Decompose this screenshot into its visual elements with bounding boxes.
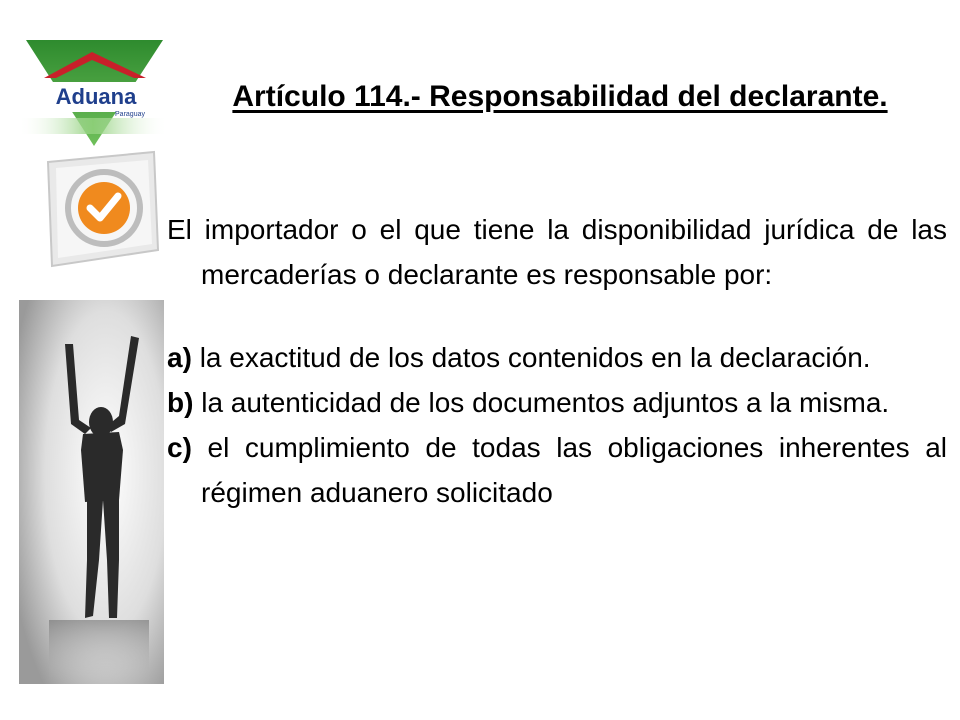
body-text	[167, 207, 947, 515]
list-marker: a)	[167, 342, 192, 373]
list-item-c	[167, 425, 947, 515]
slide-title: Artículo 114.- Responsabilidad del declarante.	[232, 80, 888, 113]
list-marker: c)	[167, 432, 192, 463]
logo-subtext: Paraguay	[115, 111, 145, 118]
certification-seal-icon	[38, 150, 160, 270]
logo-text: Aduana	[55, 84, 137, 109]
intro-paragraph: El importador o el que tiene la disponibilidad jurídica de las mercaderías o declarante es responsable por:	[167, 214, 947, 290]
aduana-logo	[18, 38, 168, 148]
list-item-b	[167, 380, 947, 425]
list-item-text: la autenticidad de los documentos adjuntos a la misma.	[201, 387, 890, 418]
list-item-text: el cumplimiento de todas las obligaciones inherentes al régimen aduanero solicitado	[201, 432, 947, 508]
list-item-a	[167, 335, 947, 380]
list-item-text: la exactitud de los datos contenidos en la declaración.	[199, 342, 871, 373]
list-marker: b)	[167, 387, 194, 418]
silhouette-figure-image	[19, 300, 164, 684]
